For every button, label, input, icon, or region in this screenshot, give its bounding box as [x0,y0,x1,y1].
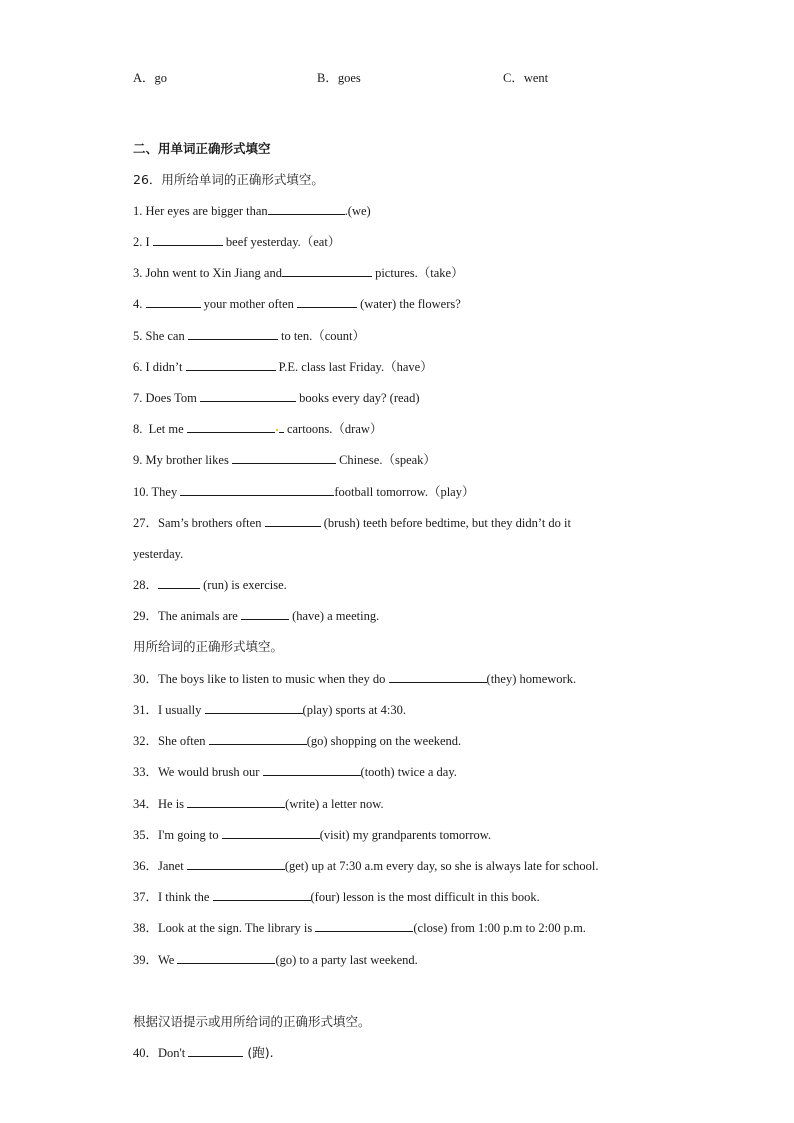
answer-blank[interactable] [187,858,285,870]
question-40 [133,1045,274,1061]
question-31 [133,702,406,718]
question-30 [133,671,576,687]
instruction-group-2: 用所给词的正确形式填空。 [133,639,284,654]
item-text: P.E. class last Friday.（have） [275,360,433,374]
q26-item-4 [133,296,461,312]
answer-blank[interactable] [180,484,334,496]
q26-item-2 [133,234,340,250]
answer-blank[interactable] [188,328,278,340]
answer-blank[interactable] [187,796,285,808]
item-text: Chinese.（speak） [335,453,436,467]
question-text: (run) is exercise. [200,578,287,592]
answer-blank[interactable] [205,702,303,714]
question-text: 29．The animals are [133,609,241,623]
q26-item-5 [133,328,365,344]
question-text: (play) sports at 4:30. [302,703,406,717]
question-text: 40．Don't [133,1046,189,1060]
question-text: 30．The boys like to listen to music when they do [133,672,389,686]
question-text: 37．I think the [133,890,213,904]
item-text: 9. My brother likes [133,453,232,467]
question-text: (visit) my grandparents tomorrow. [319,828,492,842]
item-text: 5. She can [133,329,188,343]
answer-blank[interactable] [241,608,289,620]
question-text: (write) a letter now. [285,797,384,811]
item-text: football tomorrow.（play） [334,485,475,499]
question-text: 33．We would brush our [133,765,263,779]
answer-blank[interactable] [177,952,275,964]
question-text: 39．We [133,953,178,967]
item-text: 7. Does Tom [133,391,200,405]
answer-blank[interactable] [209,733,307,745]
answer-blank[interactable] [282,265,372,277]
question-32 [133,733,461,749]
item-text: beef yesterday.（eat） [222,235,341,249]
question-text: 34．He is [133,797,188,811]
item-text: 8. Let me [133,422,187,436]
item-text: your mother often [200,297,298,311]
answer-blank[interactable] [263,764,361,776]
answer-blank[interactable] [265,515,321,527]
item-text: 2. I [133,235,153,249]
question-text: 32．She often [133,734,209,748]
answer-blank[interactable] [158,577,200,589]
item-text: 4. [133,297,146,311]
question-text: 38．Look at the sign. The library is [133,921,316,935]
question-text: (close) from 1:00 p.m to 2:00 p.m. [413,921,586,935]
question-37 [133,889,540,905]
question-text: (four) lesson is the most difficult in this book. [310,890,540,904]
q26-item-10 [133,484,474,500]
answer-blank[interactable] [153,234,223,246]
question-text: 35．I'm going to [133,828,222,842]
answer-options [0,68,794,84]
q26-item-9 [133,452,436,468]
option-c: C．went [503,71,549,85]
question-35 [133,827,491,843]
question-text: (go) to a party last weekend. [275,953,418,967]
question-26-header: 26．用所给单词的正确形式填空。 [133,172,324,187]
question-text: 31．I usually [133,703,205,717]
answer-blank[interactable] [232,452,336,464]
option-a: A．go [133,71,168,85]
answer-blank[interactable] [188,1045,243,1057]
q26-item-6 [133,359,433,375]
q26-item-7 [133,390,420,406]
answer-blank[interactable] [297,296,357,308]
item-text: 10. They [133,485,181,499]
question-text: 27．Sam’s brothers often [133,516,265,530]
item-text: .(we) [344,204,371,218]
item-text: 3. John went to Xin Jiang and [133,266,282,280]
question-28 [133,577,287,593]
question-39 [133,952,418,968]
question-text: (go) shopping on the weekend. [306,734,462,748]
item-text: pictures.（take） [371,266,464,280]
item-text: (water) the flowers? [357,297,461,311]
answer-blank[interactable] [389,671,487,683]
item-text: 1. Her eyes are bigger than [133,204,268,218]
answer-blank[interactable] [200,390,296,402]
q26-item-8 [133,421,382,437]
answer-blank[interactable] [315,920,413,932]
question-text: 36．Janet [133,859,187,873]
q26-item-1 [133,203,371,219]
question-text: (get) up at 7:30 a.m every day, so she is always late for school. [284,859,599,873]
question-33 [133,764,457,780]
question-text: (they) homework. [486,672,577,686]
question-text: (have) a meeting. [288,609,380,623]
answer-blank[interactable] [186,359,276,371]
item-text: cartoons.（draw） [283,422,383,436]
item-text: to ten.（count） [277,329,365,343]
question-text: (brush) teeth before bedtime, but they didn’t do it [320,516,571,530]
q26-item-3 [133,265,464,281]
answer-blank[interactable] [268,203,345,215]
question-27 [133,515,571,531]
instruction-group-3: 根据汉语提示或用所给词的正确形式填空。 [133,1014,371,1029]
question-27-continued: yesterday. [133,547,184,561]
answer-blank[interactable] [187,421,275,433]
question-34 [133,796,384,812]
answer-blank[interactable] [222,827,320,839]
section-title: 二、用单词正确形式填空 [133,141,271,156]
question-36 [133,858,599,874]
option-b: B．goes [317,71,361,85]
question-text: (tooth) twice a day. [360,765,457,779]
cursor-mark [276,429,278,431]
item-text: books every day? (read) [295,391,420,405]
question-38 [133,920,586,936]
question-text: (跑). [243,1045,274,1060]
item-text: 6. I didn’t [133,360,186,374]
answer-blank[interactable] [146,296,201,308]
question-29 [133,608,379,624]
question-text: 28． [133,578,159,592]
answer-blank[interactable] [213,889,311,901]
